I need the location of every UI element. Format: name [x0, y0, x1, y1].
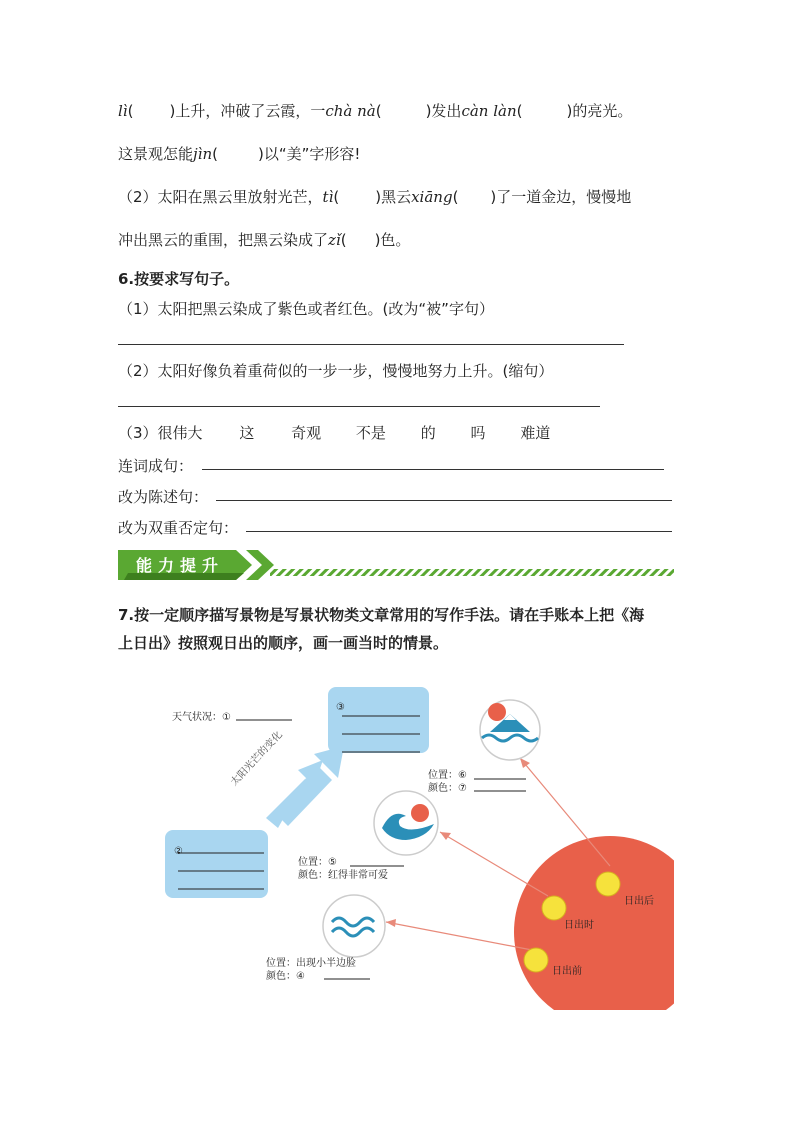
paren-open: ( — [452, 188, 459, 206]
answer-label-3: 改为双重否定句： — [118, 519, 239, 537]
q7-line-2: 上日出》按照观日出的顺序，画一画当时的情景。 — [118, 634, 449, 652]
q7-line-1: 7.按一定顺序描写景物是写景状物类文章常用的写作手法。请在手账本上把《海 — [118, 606, 645, 624]
sun-label-before: 日出前 — [552, 966, 582, 977]
q5-line-1 — [118, 100, 632, 121]
position-label: 位置： — [428, 770, 458, 781]
banner-title: 能力提升 — [136, 556, 225, 575]
pinyin: xiāng — [411, 188, 453, 206]
text: （2）太阳在黑云里放射光芒， — [118, 188, 323, 206]
blank-number: ⑥ — [458, 770, 467, 781]
answer-line[interactable] — [202, 469, 664, 470]
pinyin: jìn — [193, 145, 213, 163]
answer-line[interactable] — [118, 344, 624, 345]
paren-open: ( — [212, 145, 218, 163]
answer-line[interactable] — [216, 500, 672, 501]
arrow-label: 太阳光芒的变化 — [228, 729, 285, 789]
text: )了一道金边，慢慢地 — [490, 188, 632, 206]
label-group-during — [298, 856, 388, 882]
answer-line[interactable] — [246, 531, 672, 532]
paren-open: ( — [127, 102, 134, 120]
q6-sentence-1: （1）太阳把黑云染成了紫色或者红色。(改为“被”字句） — [118, 300, 494, 318]
weather-label: 天气状况：① — [172, 712, 231, 723]
color-label: 颜色： — [298, 870, 328, 881]
sun-label-during: 日出时 — [564, 920, 594, 931]
pinyin: lì — [118, 102, 128, 120]
color-value: 红得非常可爱 — [328, 870, 388, 881]
word: 奇观 — [291, 424, 322, 442]
label-group-before — [266, 957, 356, 983]
answer-label-1: 连词成句： — [118, 457, 194, 475]
blank-number: ⑤ — [328, 857, 337, 868]
paren-open: ( — [340, 231, 347, 249]
box-top — [328, 687, 429, 753]
pinyin: càn làn — [461, 102, 517, 120]
position-label: 位置： — [298, 857, 328, 868]
sunrise-figure — [118, 660, 674, 1010]
q5-line-4 — [118, 229, 410, 250]
pinyin: chà nà — [325, 102, 376, 120]
blank-number: ④ — [296, 971, 305, 982]
blank-number: ⑦ — [458, 783, 467, 794]
word: 的 — [420, 424, 436, 442]
position-value: 出现小半边脸 — [296, 958, 356, 969]
text: 这景观怎能 — [118, 145, 194, 163]
q6-sentence-3 — [118, 422, 550, 443]
text: )黑云 — [375, 188, 412, 206]
paren-open: ( — [516, 102, 523, 120]
word: （3）很伟大 — [118, 424, 203, 442]
q6-sentence-2: （2）太阳好像负着重荷似的一步一步，慢慢地努力上升。(缩句） — [118, 362, 554, 380]
paren-open: ( — [333, 188, 340, 206]
sun-circle — [514, 836, 674, 1010]
color-label: 颜色： — [266, 971, 296, 982]
sun-label-after: 日出后 — [624, 896, 654, 907]
word: 难道 — [520, 424, 551, 442]
section-banner — [118, 547, 674, 583]
q5-line-3 — [118, 186, 631, 207]
box-left — [165, 830, 268, 898]
text: )发出 — [425, 102, 462, 120]
pinyin: tì — [322, 188, 334, 206]
label-group-after — [428, 769, 467, 795]
text: )上升，冲破了云霞，一 — [169, 102, 326, 120]
text: )以“美”字形容! — [257, 145, 361, 163]
text: )的亮光。 — [566, 102, 633, 120]
word: 不是 — [355, 424, 386, 442]
q5-line-2 — [118, 143, 360, 164]
q6-heading: 6.按要求写句子。 — [118, 270, 240, 288]
position-label: 位置： — [266, 958, 296, 969]
answer-label-2: 改为陈述句： — [118, 488, 209, 506]
pinyin: zǐ — [328, 231, 341, 249]
box-left-number: ② — [174, 846, 183, 857]
paren-open: ( — [375, 102, 382, 120]
text: 冲出黑云的重围，把黑云染成了 — [118, 231, 329, 249]
color-label: 颜色： — [428, 783, 458, 794]
word: 这 — [239, 424, 255, 442]
answer-line[interactable] — [118, 406, 600, 407]
box-top-number: ③ — [336, 702, 345, 713]
text: )色。 — [374, 231, 411, 249]
word: 吗 — [470, 424, 486, 442]
